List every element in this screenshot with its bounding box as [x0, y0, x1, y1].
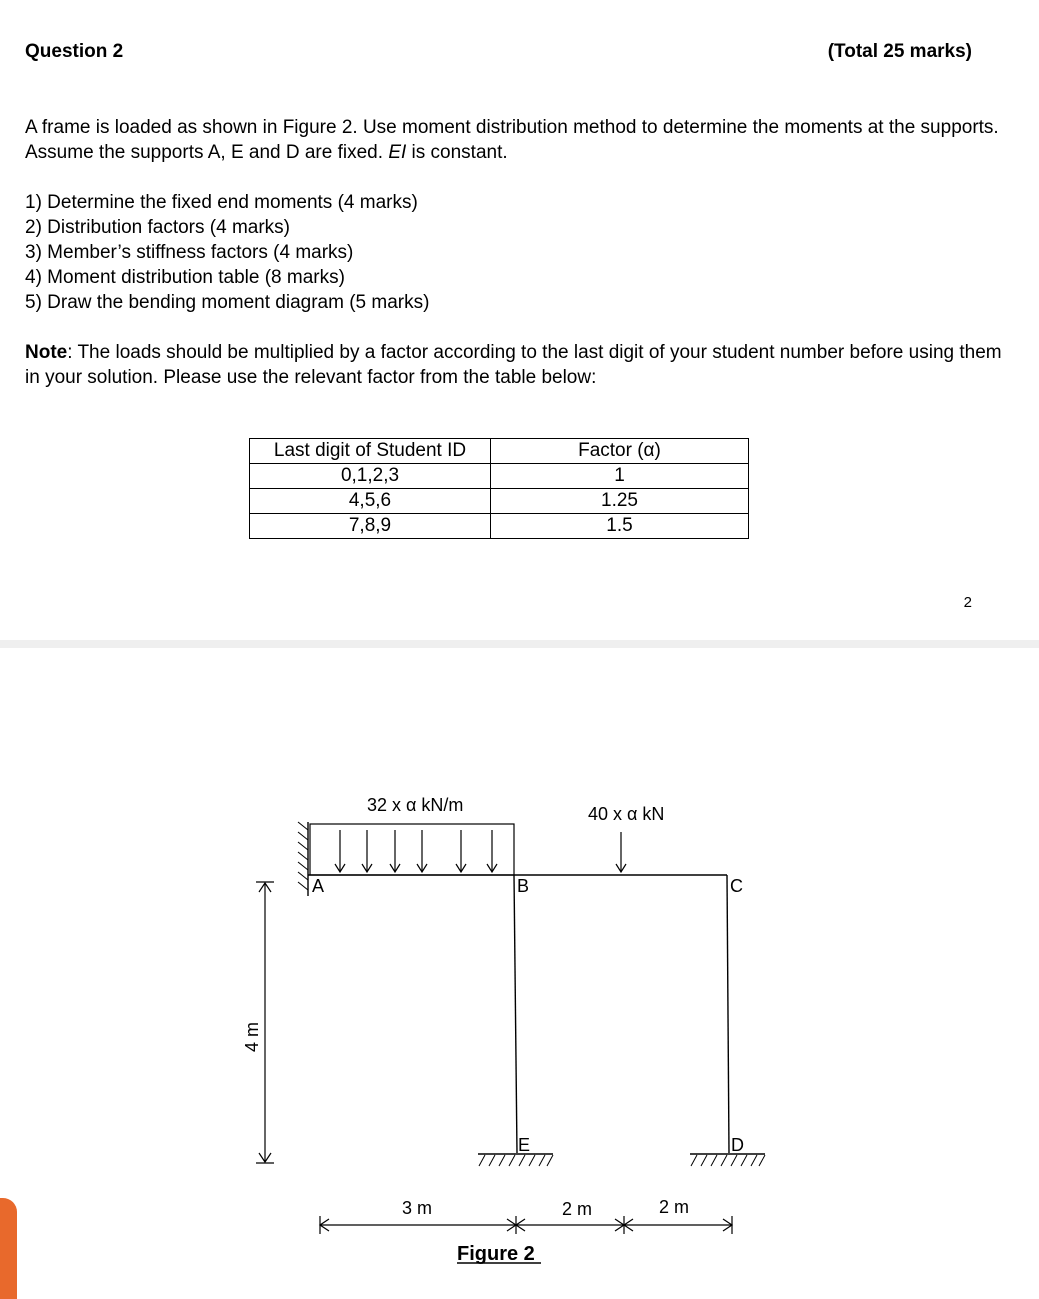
question-title: Question 2: [25, 41, 124, 62]
node-e-label: E: [518, 1135, 531, 1155]
task-item: 4) Moment distribution table (8 marks): [25, 267, 345, 288]
node-c-label: C: [730, 876, 743, 896]
table-header-row: [250, 439, 749, 464]
span-mid-c-label: 2 m: [659, 1197, 690, 1217]
note-text: : The loads should be multiplied by a factor according to the last digit of your student number before using them in your solution. Please use the relevant factor from the table below:: [25, 342, 1002, 388]
table-cell: 1: [491, 464, 749, 489]
page-number: 2: [963, 594, 972, 611]
node-a-label: A: [312, 876, 325, 896]
support-d-hatch: [691, 1155, 765, 1166]
task-item: 3) Member’s stiffness factors (4 marks): [25, 242, 354, 263]
table-cell: 1.25: [491, 489, 749, 514]
total-marks: (Total 25 marks): [827, 41, 972, 62]
factor-table: [249, 438, 749, 539]
node-d-label: D: [731, 1135, 744, 1155]
span-dimensions: [320, 1216, 732, 1234]
table-cell: 4,5,6: [250, 489, 491, 514]
task-item: 2) Distribution factors (4 marks): [25, 217, 291, 238]
task-list: [25, 190, 429, 315]
page-separator: [0, 640, 1039, 648]
column-cd: [727, 875, 729, 1153]
table-cell: 7,8,9: [250, 514, 491, 539]
note-paragraph: [25, 340, 1005, 390]
udl-arrows: [335, 830, 497, 872]
page-1: [0, 0, 1039, 640]
span-b-mid-label: 2 m: [562, 1199, 593, 1219]
question-intro: [25, 115, 1005, 165]
column-be: [514, 875, 517, 1153]
page-2: [0, 648, 1039, 1299]
table-cell: 1.5: [491, 514, 749, 539]
table-header: Factor (α): [491, 439, 749, 464]
frame-figure: [0, 648, 1039, 1299]
height-label: 4 m: [242, 1021, 262, 1052]
side-tab[interactable]: [0, 1198, 17, 1299]
ei-symbol: EI: [388, 142, 407, 163]
intro-tail: is constant.: [406, 142, 508, 163]
table-row: [250, 514, 749, 539]
node-b-label: B: [517, 876, 530, 896]
task-item: 5) Draw the bending moment diagram (5 marks): [25, 292, 430, 313]
udl-label: 32 x α kN/m: [367, 795, 464, 815]
task-item: 1) Determine the fixed end moments (4 marks): [25, 192, 418, 213]
note-label: Note: [25, 342, 68, 363]
table-row: [250, 489, 749, 514]
figure-caption: Figure 2: [457, 1243, 535, 1265]
span-ab-label: 3 m: [402, 1198, 433, 1218]
support-a-hatch: [298, 822, 308, 890]
table-cell: 0,1,2,3: [250, 464, 491, 489]
support-e-hatch: [479, 1155, 553, 1166]
point-load-label: 40 x α kN: [588, 804, 665, 824]
table-row: [250, 464, 749, 489]
table-header: Last digit of Student ID: [250, 439, 491, 464]
intro-text: A frame is loaded as shown in Figure 2. Use moment distribution method to determine the moments at the supports. Assume the supports A, E and D are fixed.: [25, 117, 999, 163]
